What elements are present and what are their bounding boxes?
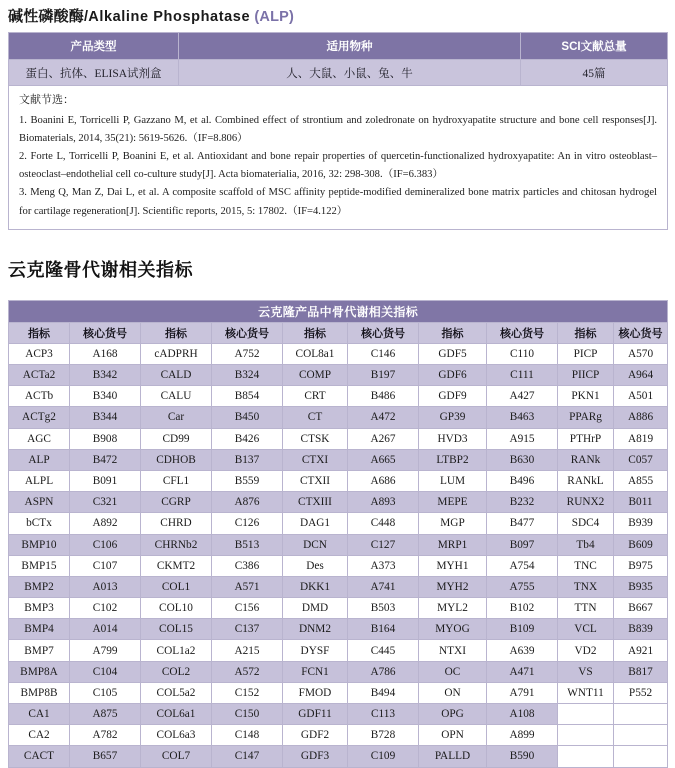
table-row [9,449,668,470]
marker-cell: MRP1 [419,534,487,555]
marker-cell [558,725,614,746]
marker-cell: ACP3 [9,343,70,364]
catalog-number-cell: A755 [487,576,558,597]
marker-cell [558,746,614,767]
marker-cell: RANkL [558,470,614,491]
catalog-number-cell: B854 [212,386,283,407]
marker-cell: TTN [558,598,614,619]
catalog-number-cell: A875 [70,704,141,725]
table-row [9,386,668,407]
catalog-number-cell: A471 [487,661,558,682]
catalog-number-cell: C102 [70,598,141,619]
table-row [9,682,668,703]
marker-cell: GDF5 [419,343,487,364]
table-row [9,365,668,386]
bone-column-header-9: 核心货号 [614,322,668,343]
catalog-number-cell: A819 [614,428,668,449]
catalog-number-cell: B486 [348,386,419,407]
table-row [9,534,668,555]
catalog-number-cell: B011 [614,492,668,513]
catalog-number-cell: C156 [212,598,283,619]
catalog-number-cell: B496 [487,470,558,491]
marker-cell: AGC [9,428,70,449]
catalog-number-cell: A168 [70,343,141,364]
catalog-number-cell: A501 [614,386,668,407]
catalog-number-cell: A782 [70,725,141,746]
alp-references-cell [9,86,668,230]
marker-cell: CALD [141,365,212,386]
marker-cell: CD99 [141,428,212,449]
marker-cell: DYSF [283,640,348,661]
marker-cell: FMOD [283,682,348,703]
marker-cell: Car [141,407,212,428]
table-row [9,513,668,534]
marker-cell: PICP [558,343,614,364]
marker-cell: CALU [141,386,212,407]
catalog-number-cell: B097 [487,534,558,555]
catalog-number-cell: A754 [487,555,558,576]
marker-cell: BMP15 [9,555,70,576]
marker-cell: OPG [419,704,487,725]
catalog-number-cell: B197 [348,365,419,386]
marker-cell: CDHOB [141,449,212,470]
catalog-number-cell: C146 [348,343,419,364]
marker-cell: BMP10 [9,534,70,555]
marker-cell: WNT11 [558,682,614,703]
catalog-number-cell: C152 [212,682,283,703]
catalog-number-cell: B559 [212,470,283,491]
catalog-number-cell: B494 [348,682,419,703]
catalog-number-cell: A267 [348,428,419,449]
marker-cell: MGP [419,513,487,534]
bone-column-header-3: 核心货号 [212,322,283,343]
catalog-number-cell: B939 [614,513,668,534]
marker-cell: GDF11 [283,704,348,725]
catalog-number-cell: C147 [212,746,283,767]
catalog-number-cell: P552 [614,682,668,703]
catalog-number-cell: A472 [348,407,419,428]
marker-cell: DMD [283,598,348,619]
marker-cell: MEPE [419,492,487,513]
catalog-number-cell: A427 [487,386,558,407]
catalog-number-cell [614,746,668,767]
catalog-number-cell: A799 [70,640,141,661]
catalog-number-cell: C111 [487,365,558,386]
catalog-number-cell: B472 [70,449,141,470]
marker-cell: TNC [558,555,614,576]
reference-item-2: 2. Forte L, Torricelli P, Boanini E, et al. Antioxidant and bone repair properties of quercetin-functionalized hydroxyapatite: An in vitro osteoblast–osteoclast–endothelial cell co-culture study[J]. Acta biomaterialia, 2016, 32: 298-308.（IF=6.383） [19,150,657,181]
catalog-number-cell: B590 [487,746,558,767]
marker-cell: ACTg2 [9,407,70,428]
catalog-number-cell: A752 [212,343,283,364]
catalog-number-cell: C148 [212,725,283,746]
catalog-number-cell: B324 [212,365,283,386]
alp-title-slash: / [84,9,89,25]
marker-cell: COL7 [141,746,212,767]
bone-markers-table [8,300,668,768]
table-row [9,746,668,767]
table-row [9,428,668,449]
marker-cell: COL1a2 [141,640,212,661]
alp-value-species: 人、大鼠、小鼠、兔、牛 [179,60,521,86]
marker-cell: OPN [419,725,487,746]
catalog-number-cell: C057 [614,449,668,470]
catalog-number-cell: B503 [348,598,419,619]
alp-header-product-type: 产品类型 [9,33,179,60]
catalog-number-cell: A215 [212,640,283,661]
catalog-number-cell: B609 [614,534,668,555]
marker-cell: GDF2 [283,725,348,746]
marker-cell: COMP [283,365,348,386]
marker-cell: ON [419,682,487,703]
marker-cell: ALPL [9,470,70,491]
table-row [9,576,668,597]
catalog-number-cell: C104 [70,661,141,682]
marker-cell: PALLD [419,746,487,767]
marker-cell: cADPRH [141,343,212,364]
catalog-number-cell: B839 [614,619,668,640]
marker-cell: PKN1 [558,386,614,407]
alp-title-english: Alkaline Phosphatase [88,9,251,25]
catalog-number-cell: A964 [614,365,668,386]
marker-cell: CTXI [283,449,348,470]
marker-cell: COL6a1 [141,704,212,725]
marker-cell: DKK1 [283,576,348,597]
alp-title-chinese: 碱性磷酸酶 [8,8,85,25]
marker-cell: CTXIII [283,492,348,513]
bone-table-header-row [9,322,668,343]
catalog-number-cell: A893 [348,492,419,513]
marker-cell: VS [558,661,614,682]
catalog-number-cell: A915 [487,428,558,449]
marker-cell: RANk [558,449,614,470]
catalog-number-cell: C150 [212,704,283,725]
bone-column-header-1: 核心货号 [70,322,141,343]
marker-cell: BMP4 [9,619,70,640]
marker-cell [558,704,614,725]
marker-cell: BMP3 [9,598,70,619]
catalog-number-cell: A892 [70,513,141,534]
catalog-number-cell: C126 [212,513,283,534]
bone-column-header-0: 指标 [9,322,70,343]
table-row [9,640,668,661]
marker-cell: MYH2 [419,576,487,597]
alp-title-code: (ALP) [254,9,295,25]
marker-cell: GP39 [419,407,487,428]
catalog-number-cell: B426 [212,428,283,449]
catalog-number-cell: A786 [348,661,419,682]
marker-cell: CRT [283,386,348,407]
marker-cell: VCL [558,619,614,640]
catalog-number-cell: B340 [70,386,141,407]
catalog-number-cell: A014 [70,619,141,640]
alp-header-species: 适用物种 [179,33,521,60]
catalog-number-cell: C386 [212,555,283,576]
catalog-number-cell [614,704,668,725]
marker-cell: COL1 [141,576,212,597]
marker-cell: GDF9 [419,386,487,407]
marker-cell: CT [283,407,348,428]
marker-cell: FCN1 [283,661,348,682]
catalog-number-cell: B344 [70,407,141,428]
marker-cell: PPARg [558,407,614,428]
marker-cell: BMP2 [9,576,70,597]
catalog-number-cell: B450 [212,407,283,428]
marker-cell: TNX [558,576,614,597]
marker-cell: MYOG [419,619,487,640]
catalog-number-cell: C106 [70,534,141,555]
catalog-number-cell: B630 [487,449,558,470]
marker-cell: LTBP2 [419,449,487,470]
marker-cell: PTHrP [558,428,614,449]
catalog-number-cell [614,725,668,746]
catalog-number-cell: A741 [348,576,419,597]
alp-references-row [9,86,668,230]
marker-cell: CA1 [9,704,70,725]
alp-table-value-row [9,60,668,86]
table-row [9,725,668,746]
catalog-number-cell: A686 [348,470,419,491]
marker-cell: CFL1 [141,470,212,491]
marker-cell: ACTa2 [9,365,70,386]
marker-cell: COL8a1 [283,343,348,364]
alp-section-title [8,0,667,32]
catalog-number-cell: A791 [487,682,558,703]
catalog-number-cell: B513 [212,534,283,555]
catalog-number-cell: B935 [614,576,668,597]
catalog-number-cell: B102 [487,598,558,619]
bone-column-header-2: 指标 [141,322,212,343]
catalog-number-cell: B091 [70,470,141,491]
catalog-number-cell: A571 [212,576,283,597]
catalog-number-cell: B667 [614,598,668,619]
marker-cell: CKMT2 [141,555,212,576]
reference-item-3: 3. Meng Q, Man Z, Dai L, et al. A composite scaffold of MSC affinity peptide-modified demineralized bone matrix particles and chitosan hydrogel for cartilage regeneration[J]. Scientific reports, 2015, 5: 17802.（IF=4.122） [19,187,657,217]
catalog-number-cell: A899 [487,725,558,746]
marker-cell: CTXII [283,470,348,491]
marker-cell: COL2 [141,661,212,682]
marker-cell: CHRD [141,513,212,534]
catalog-number-cell: A665 [348,449,419,470]
catalog-number-cell: B728 [348,725,419,746]
alp-header-sci-count: SCI文献总量 [521,33,668,60]
marker-cell: COL6a3 [141,725,212,746]
marker-cell: BMP8A [9,661,70,682]
catalog-number-cell: C107 [70,555,141,576]
catalog-number-cell: A886 [614,407,668,428]
bone-section-heading: 云克隆骨代谢相关指标 [8,259,193,280]
catalog-number-cell: B137 [212,449,283,470]
marker-cell: bCTx [9,513,70,534]
marker-cell: CHRNb2 [141,534,212,555]
catalog-number-cell: C113 [348,704,419,725]
bone-column-header-8: 指标 [558,322,614,343]
table-row [9,598,668,619]
catalog-number-cell: A013 [70,576,141,597]
marker-cell: HVD3 [419,428,487,449]
alp-value-sci-count: 45篇 [521,60,668,86]
reference-item-1: 1. Boanini E, Torricelli P, Gazzano M, et al. Combined effect of strontium and zoledronate on hydroxyapatite structure and bone cell responses[J]. Biomaterials, 2014, 35(21): 5619-5626.（IF=8.806） [19,114,657,144]
catalog-number-cell: B908 [70,428,141,449]
marker-cell: SDC4 [558,513,614,534]
catalog-number-cell: B164 [348,619,419,640]
marker-cell: Tb4 [558,534,614,555]
alp-table-header-row [9,33,668,60]
marker-cell: DAG1 [283,513,348,534]
references-label: 文献节选： [19,94,74,106]
marker-cell: PIICP [558,365,614,386]
marker-cell: OC [419,661,487,682]
catalog-number-cell: C321 [70,492,141,513]
table-row [9,619,668,640]
catalog-number-cell: A572 [212,661,283,682]
marker-cell: NTXI [419,640,487,661]
marker-cell: CA2 [9,725,70,746]
table-row [9,407,668,428]
catalog-number-cell: B975 [614,555,668,576]
bone-column-header-6: 指标 [419,322,487,343]
catalog-number-cell: C137 [212,619,283,640]
marker-cell: Des [283,555,348,576]
catalog-number-cell: B657 [70,746,141,767]
catalog-number-cell: B477 [487,513,558,534]
catalog-number-cell: A639 [487,640,558,661]
marker-cell: ACTb [9,386,70,407]
catalog-number-cell: C109 [348,746,419,767]
marker-cell: ASPN [9,492,70,513]
bone-column-header-4: 指标 [283,322,348,343]
catalog-number-cell: B463 [487,407,558,428]
catalog-number-cell: B232 [487,492,558,513]
catalog-number-cell: B342 [70,365,141,386]
catalog-number-cell: A921 [614,640,668,661]
catalog-number-cell: A373 [348,555,419,576]
alp-value-product-type: 蛋白、抗体、ELISA试剂盒 [9,60,179,86]
marker-cell: DNM2 [283,619,348,640]
marker-cell: COL15 [141,619,212,640]
catalog-number-cell: A108 [487,704,558,725]
bone-column-header-5: 核心货号 [348,322,419,343]
marker-cell: BMP8B [9,682,70,703]
bone-table-caption: 云克隆产品中骨代谢相关指标 [9,300,668,322]
marker-cell: COL5a2 [141,682,212,703]
marker-cell: GDF6 [419,365,487,386]
marker-cell: GDF3 [283,746,348,767]
bone-table-caption-row [9,300,668,322]
table-row [9,704,668,725]
alp-info-table [8,32,668,230]
catalog-number-cell: A876 [212,492,283,513]
catalog-number-cell: C105 [70,682,141,703]
catalog-number-cell: B817 [614,661,668,682]
catalog-number-cell: A570 [614,343,668,364]
catalog-number-cell: C110 [487,343,558,364]
bone-column-header-7: 核心货号 [487,322,558,343]
catalog-number-cell: C445 [348,640,419,661]
marker-cell: RUNX2 [558,492,614,513]
marker-cell: DCN [283,534,348,555]
marker-cell: LUM [419,470,487,491]
marker-cell: CACT [9,746,70,767]
catalog-number-cell: C448 [348,513,419,534]
table-row [9,470,668,491]
marker-cell: CTSK [283,428,348,449]
catalog-number-cell: A855 [614,470,668,491]
table-row [9,343,668,364]
marker-cell: MYH1 [419,555,487,576]
marker-cell: VD2 [558,640,614,661]
marker-cell: CGRP [141,492,212,513]
catalog-number-cell: C127 [348,534,419,555]
table-row [9,492,668,513]
marker-cell: COL10 [141,598,212,619]
catalog-number-cell: B109 [487,619,558,640]
table-row [9,555,668,576]
marker-cell: BMP7 [9,640,70,661]
marker-cell: MYL2 [419,598,487,619]
table-row [9,661,668,682]
marker-cell: ALP [9,449,70,470]
